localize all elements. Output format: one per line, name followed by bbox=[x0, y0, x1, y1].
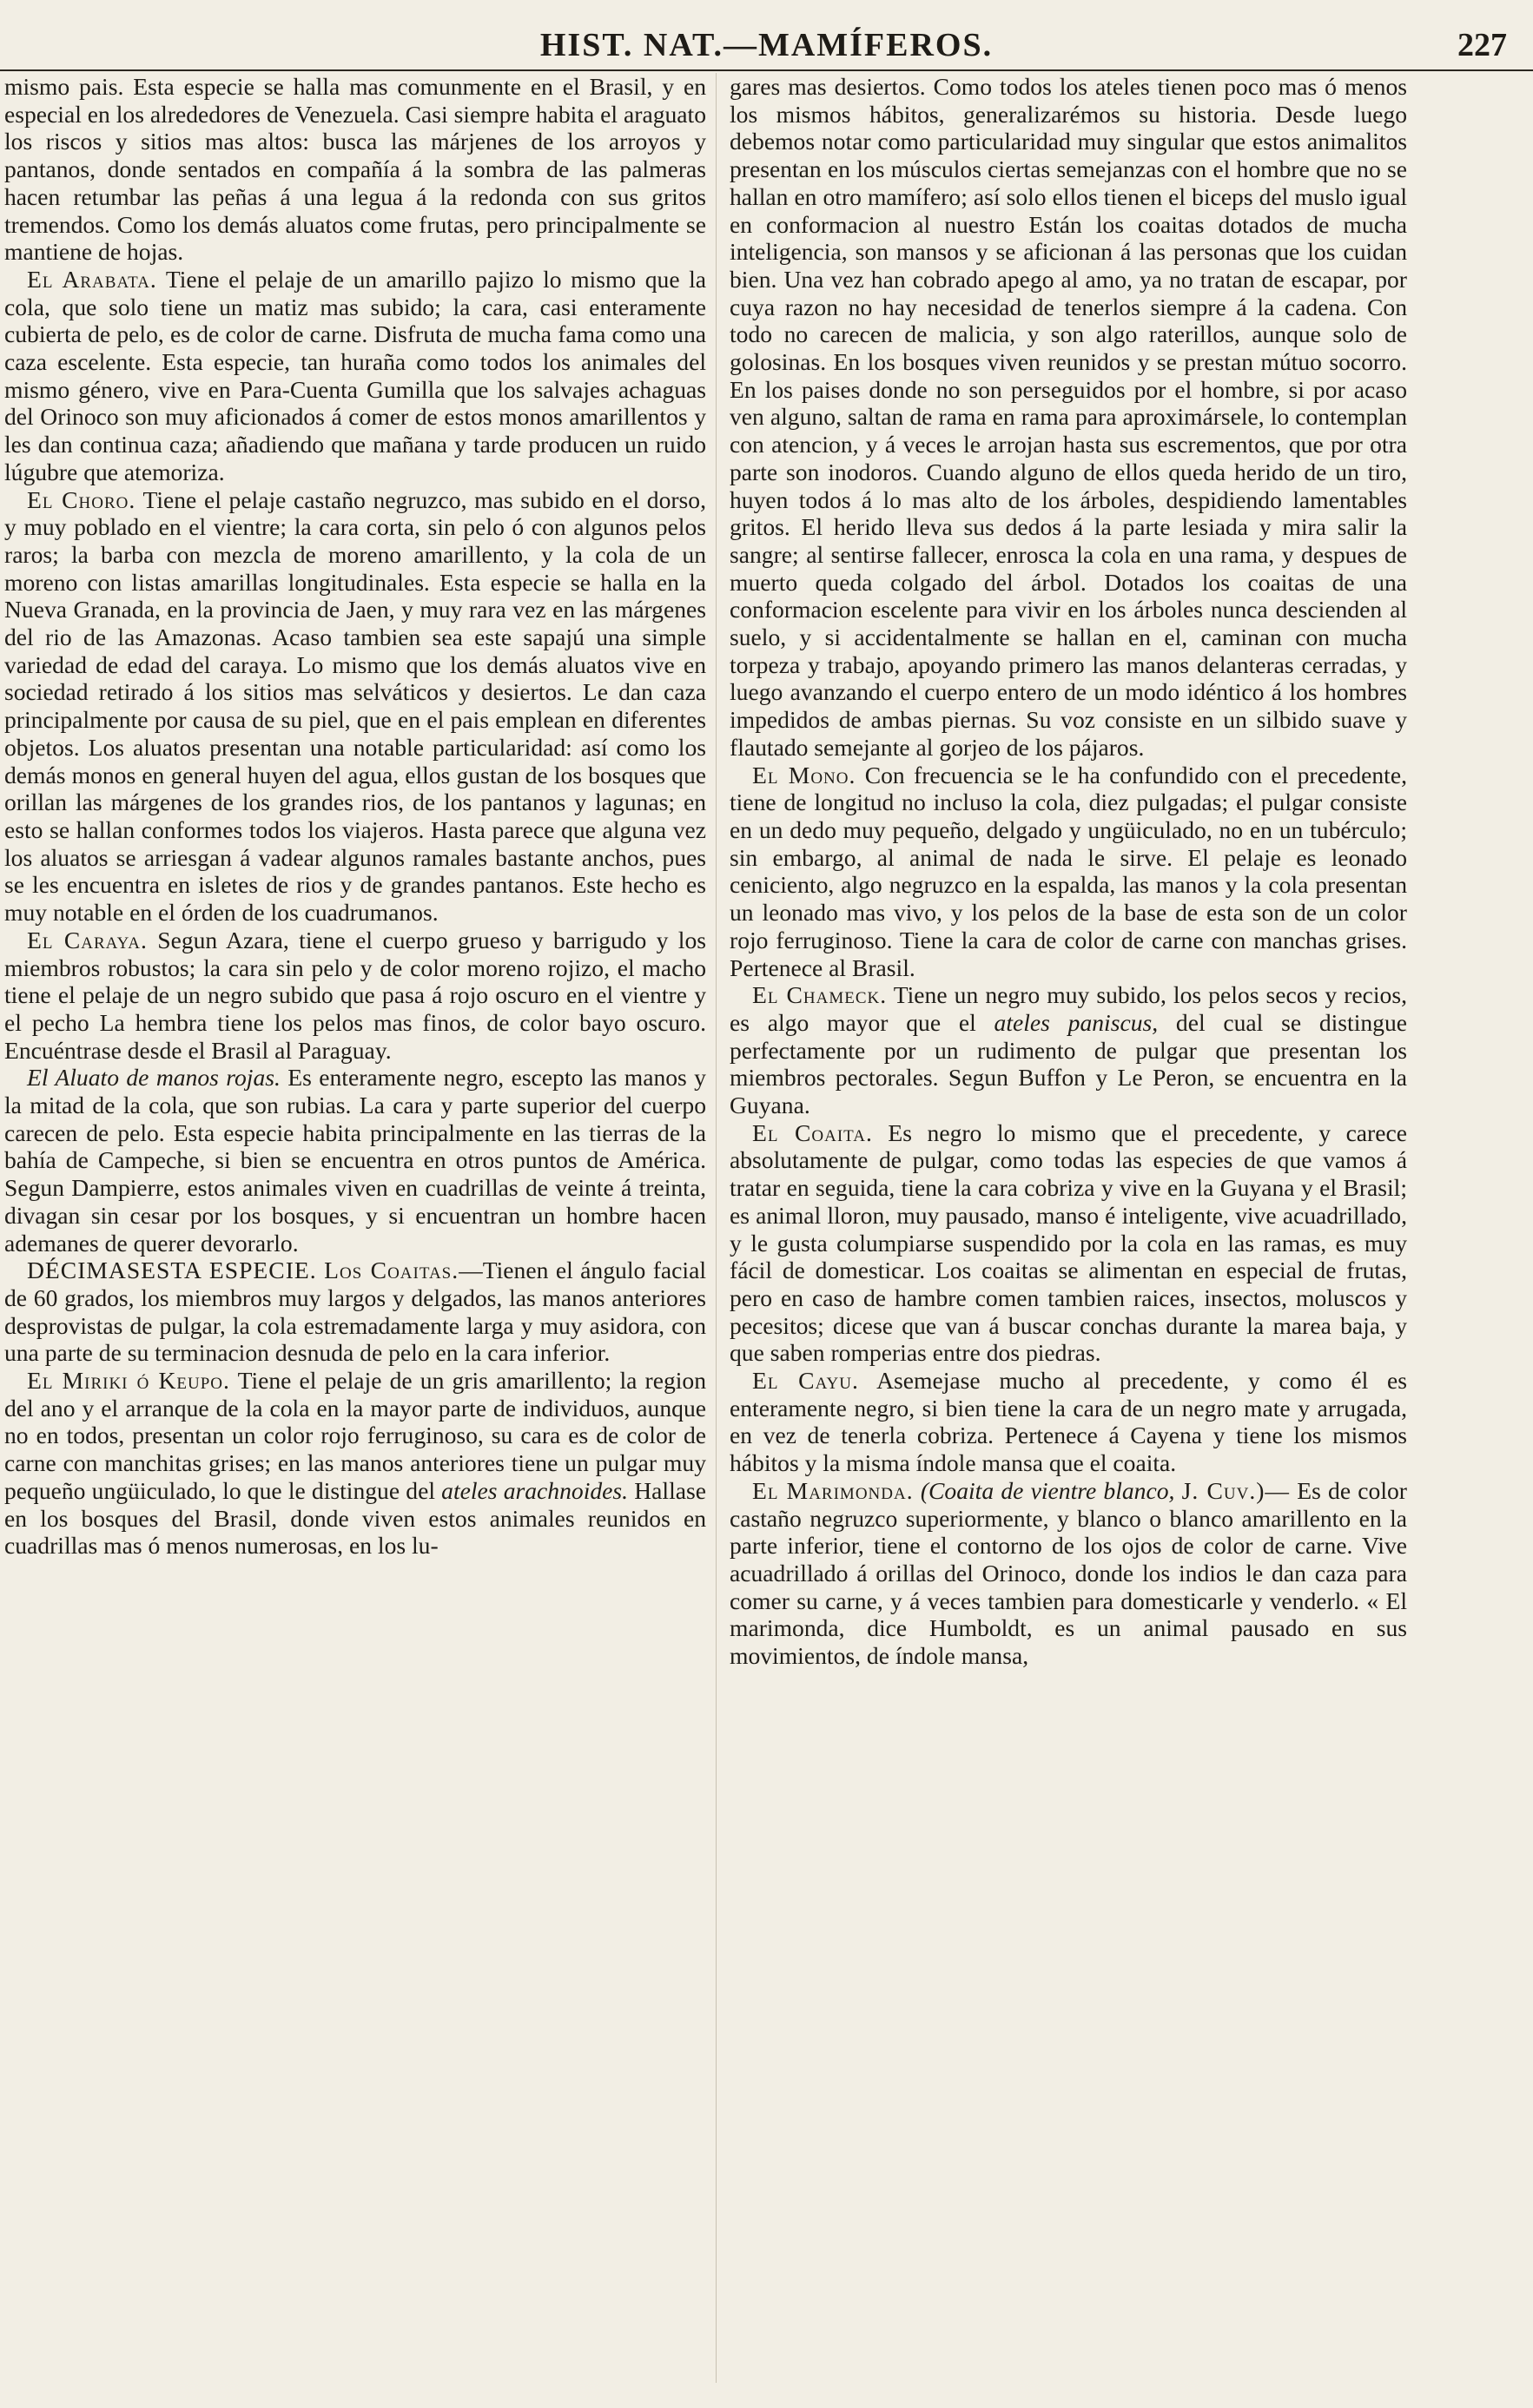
paragraph-caraya bbox=[4, 927, 706, 1065]
paragraph-choro bbox=[4, 486, 706, 927]
author-citation: J. Cuv.)— bbox=[1181, 1476, 1290, 1504]
latin-name: ateles arachnoides. bbox=[441, 1476, 629, 1504]
right-column bbox=[730, 73, 1407, 2392]
page-header bbox=[0, 5, 1533, 66]
paragraph-text: mismo pais. Esta especie se halla mas comunmente en el Brasil, y en especial en los alrededores de Venezuela. Casi siempre habita el araguato los riscos y sitios mas altos: busca las márjenes de los arroyos y pantanos, donde sentados en compañía á la sombra de las palmeras hacen retumbar las peñas á una legua á la redonda con sus gritos tremendos. Como los demás aluatos come frutas, pero principalmente se mantiene de hojas. bbox=[4, 73, 706, 266]
page-number: 227 bbox=[1457, 27, 1507, 63]
species-name: El Miriki ó Keupo. bbox=[27, 1367, 230, 1395]
species-name: El Cayu. bbox=[752, 1367, 859, 1395]
paragraph-aluato-manos-rojas bbox=[4, 1064, 706, 1257]
paragraph-text: Tiene el pelaje castaño negruzco, mas subido en el dorso, y muy poblado en el vientre; la cara corta, sin pelo ó con algunos pelos raros; la barba con mezcla de moreno amarillento, y la cola de un moreno con listas amarillas longitudinales. Esta especie se halla en la Nueva Granada, en la provincia de Jaen, y muy rara vez en las márgenes del rio de las Amazonas. Acaso tambien sea este sapajú una simple variedad de edad del caraya. Lo mismo que los demás aluatos vive en sociedad retirado á los sitios mas selváticos y desiertos. Le dan caza principalmente por causa de su piel, que en el pais emplean en diferentes objetos. Los aluatos presentan una notable particularidad: así como los demás monos en general huyen del agua, ellos gustan de los bosques que orillan las márgenes de los grandes rios, de los pantanos y lagunas; en esto se hallan conformes todos los viajeros. Hasta parece que alguna vez los aluatos se arriesgan á vadear algunos ramales bastante anchos, pues se les encuentra en isletes de rios y de grandes pantanos. Este hecho es muy notable en el órden de los cuadrumanos. bbox=[4, 485, 706, 927]
left-column bbox=[4, 73, 706, 2392]
paragraph-text: del cual se distingue perfectamente por un rudimento de pulgar que presentan los miembros pectorales. Segun Buffon y Le Peron, se encuentra en la Guyana. bbox=[730, 1008, 1407, 1119]
paragraph-text: Es enteramente negro, escepto las manos y la mitad de la cola, que son rubias. La cara y parte superior del cuerpo carecen de pelo. Esta especie habita principalmente en las tierras de la bahía de Campeche, si bien se encuentra en otros puntos de América. Segun Dampierre, estos animales viven en cuadrillas de veinte á treinta, divagan sin cesar por los bosques, y si encuentran un hombre hacen ademanes de querer devorarlo. bbox=[4, 1064, 706, 1257]
paragraph-text: Tiene el pelaje de un amarillo pajizo lo mismo que la cola, que solo tiene un matiz mas subido; la cara, casi enteramente cubierta de pelo, es de color de carne. Disfruta de mucha fama como una caza escelente. Esta especie, tan huraña como todos los animales del mismo género, vive en Para-Cuenta Gumilla que los salvajes achaguas del Orinoco son muy aficionados á comer de estos monos amarillentos y les dan continua caza; añadiendo que mañana y tarde producen un ruido lúgubre que atemoriza. bbox=[4, 265, 706, 485]
running-head: HIST. NAT.—MAMÍFEROS. bbox=[539, 27, 994, 63]
paragraph-coaitas-heading bbox=[4, 1257, 706, 1367]
paragraph-text: Tiene un negro muy subido, los pelos secos y recios, es algo mayor que el bbox=[730, 981, 1407, 1036]
paragraph-marimonda bbox=[730, 1477, 1407, 1670]
paragraph-miriki bbox=[4, 1367, 706, 1560]
paragraph-text: gares mas desiertos. Como todos los ateles tienen poco mas ó menos los mismos hábitos, generalizarémos su historia. Desde luego debemos notar como particularidad muy singular que estos animalitos presentan en los músculos ciertas semejanzas con el hombre que no se hallan en otro mamífero; así solo ellos tienen el biceps del muslo igual en conformacion al nuestro Están los coaitas dotados de mucha inteligencia, son mansos y se aficionan á las personas que los cuidan bien. Una vez han cobrado apego al amo, ya no tratan de escapar, por cuya razon no hay necesidad de tenerlos siempre á la cadena. Con todo no carecen de malicia, y son algo raterillos, aunque solo de golosinas. En los bosques viven reunidos y se prestan mútuo socorro. En los paises donde no son perseguidos por el hombre, si por acaso ven alguno, saltan de rama en rama para aproximársele, lo contemplan con atencion, y á veces le arrojan hasta sus escrementos, que por otra parte son inodoros. Cuando alguno de ellos queda herido de un tiro, huyen todos á lo mas alto de los árboles, despidiendo lamentables gritos. El herido lleva sus dedos á la parte lesiada y mira salir la sangre; al sentirse fallecer, enrosca la cola en una rama, y despues de muerto queda colgado del árbol. Dotados los coaitas de una conformacion escelente para vivir en los árboles nunca descienden al suelo, y si accidentalmente se hallan en el, caminan con mucha torpeza y trabajo, apoyando primero las manos delanteras cerradas, y luego avanzando el cuerpo entero de un modo idéntico á los hombres impedidos de ambas piernas. Su voz consiste en un silbido suave y flautado semejante al gorjeo de los pájaros. bbox=[730, 73, 1407, 761]
column-divider bbox=[716, 73, 717, 2383]
paragraph-text: Tiene el pelaje de un gris amarillento; la region del ano y el arranque de la cola en la mayor parte de individuos, aunque no en todos, presentan un color rojo ferruginoso, su cara es de color de carne con manchitas grises; en las manos anteriores tiene un pulgar muy pequeño ungüiculado, lo que le distingue del bbox=[4, 1367, 706, 1504]
paragraph-text: Con frecuencia se le ha confundido con el precedente, tiene de longitud no incluso la cola, diez pulgadas; el pulgar consiste en un dedo muy pequeño, delgado y ungüiculado, no en un tubérculo; sin embargo, al animal de nada le sirve. El pelaje es leonado ceniciento, algo negruzco en la espalda, las manos y la cola presentan un leonado mas vivo, y los pelos de la base de esta son de un color rojo ferruginoso. Tiene la cara de color de carne con manchas grises. Pertenece al Brasil. bbox=[730, 761, 1407, 981]
paragraph-ateles-habits bbox=[730, 73, 1407, 762]
paragraph-text: Asemejase mucho al precedente, y como él es enteramente negro, si bien tiene la cara de un negro mate y arrugada, en vez de tenerla cobriza. Pertenece á Cayena y tiene los mismos hábitos y la misma índole mansa que el coaita. bbox=[730, 1367, 1407, 1477]
species-name: El Arabata. bbox=[27, 265, 157, 293]
section-heading: DÉCIMASESTA ESPECIE. bbox=[27, 1257, 317, 1284]
species-name: El Caraya. bbox=[27, 926, 148, 953]
paragraph-coaita bbox=[730, 1119, 1407, 1367]
paragraph-cayu bbox=[730, 1367, 1407, 1477]
paragraph-text: —Tienen el ángulo facial de 60 grados, los miembros muy largos y delgados, las manos anteriores desprovistas de pulgar, la cola estremadamente larga y muy asidora, con una parte de su terminacion desnuda de pelo en la cara inferior. bbox=[4, 1257, 706, 1367]
species-name: El Chameck. bbox=[752, 981, 888, 1009]
latin-name: ateles paniscus, bbox=[994, 1008, 1159, 1036]
species-name: El Coaita. bbox=[752, 1118, 873, 1146]
paragraph-text: Es negro lo mismo que el precedente, y carece absolutamente de pulgar, como todas las especies de que vamos á tratar en seguida, tiene la cara cobriza y vive en la Guyana y el Brasil; es animal lloron, muy pausado, manso é inteligente, vive acuadrillado, y le gusta columpiarse suspendido por la cola en las ramas, es muy fácil de domesticar. Los coaitas se alimentan en especial de frutas, pero en caso de hambre comen tambien raices, insectos, moluscos y pecesitos; dicese que van á buscar conchas durante la marea baja, y que saben romperias entre dos piedras. bbox=[730, 1118, 1407, 1367]
paragraph-chameck bbox=[730, 981, 1407, 1119]
paragraph-arabata bbox=[4, 266, 706, 486]
common-name: (Coaita de vientre blanco, bbox=[920, 1476, 1175, 1504]
paragraph-text: Es de color castaño negruzco superiormente, y blanco o blanco amarillento en la parte inferior, tiene el contorno de los ojos de color de carne. Vive acuadrillado á orillas del Orinoco, donde los indios le dan caza para comer su carne, y á veces tambien para domesticarle y venderlo. « El marimonda, dice Humboldt, es un animal pausado en sus movimientos, de índole mansa, bbox=[730, 1476, 1407, 1670]
species-name: El Aluato de manos rojas. bbox=[27, 1064, 281, 1092]
genus-name: Los Coaitas. bbox=[324, 1257, 459, 1284]
paragraph-mono bbox=[730, 762, 1407, 982]
species-name: El Choro. bbox=[27, 485, 136, 513]
paragraph-text: Hallase en los bosques del Brasil, donde viven estos animales reunidos en cuadrillas mas ó menos numerosas, en los lu- bbox=[4, 1476, 706, 1560]
species-name: El Mono. bbox=[752, 761, 856, 788]
paragraph-text: Segun Azara, tiene el cuerpo grueso y barrigudo y los miembros robustos; la cara sin pelo y de color moreno rojizo, el macho tiene el pelaje de un negro subido que pasa á rojo oscuro en el vientre y el pecho La hembra tiene los pelos mas finos, de color bayo oscuro. Encuéntrase desde el Brasil al Paraguay. bbox=[4, 926, 706, 1064]
paragraph-araguato bbox=[4, 73, 706, 266]
header-rule bbox=[0, 69, 1533, 71]
species-name: El Marimonda. bbox=[752, 1476, 914, 1504]
